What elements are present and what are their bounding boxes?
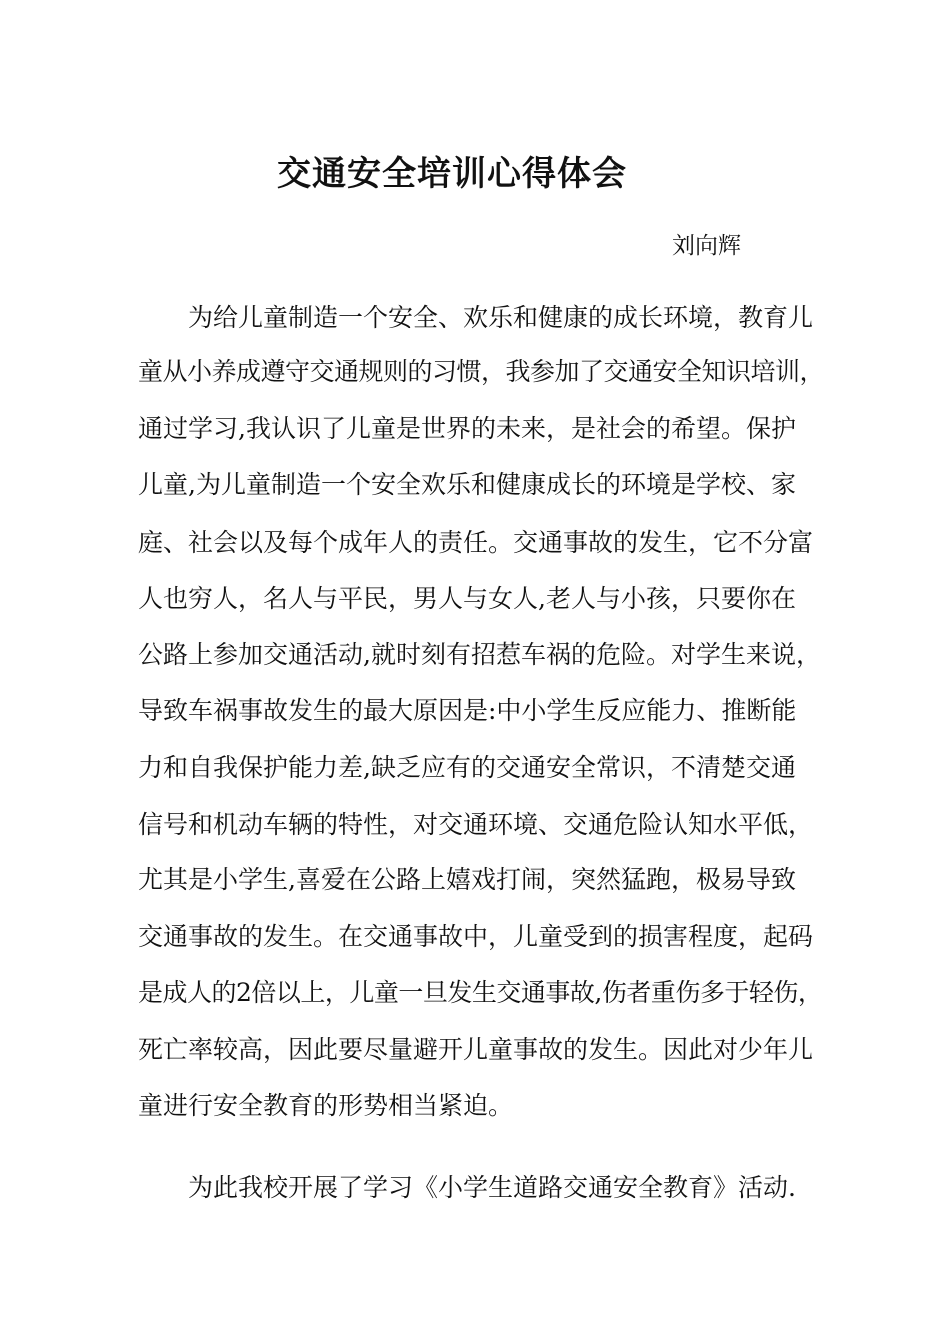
body-line: 庭、社会以及每个成年人的责任。交通事故的发生，它不分富 xyxy=(138,528,814,557)
body-line: 人也穷人，名人与平民，男人与女人,老人与小孩，只要你在 xyxy=(138,584,796,613)
body-line: 力和自我保护能力差,缺乏应有的交通安全常识，不清楚交通 xyxy=(138,753,796,782)
body-line: 童从小养成遵守交通规则的习惯，我参加了交通安全知识培训， xyxy=(138,357,825,386)
document-title: 交通安全培训心得体会 xyxy=(277,154,627,194)
body-line: 死亡率较高，因此要尽量避开儿童事故的发生。因此对少年儿 xyxy=(138,1035,814,1064)
body-line: 交通事故的发生。在交通事故中，儿童受到的损害程度，起码 xyxy=(138,922,814,951)
body-line: 通过学习,我认识了儿童是世界的未来，是社会的希望。保护 xyxy=(138,414,796,443)
body-line: 公路上参加交通活动,就时刻有招惹车祸的危险。对学生来说， xyxy=(138,640,821,669)
author-name: 刘向辉 xyxy=(672,233,741,259)
body-line: 尤其是小学生,喜爱在公路上嬉戏打闹，突然猛跑，极易导致 xyxy=(138,865,796,894)
body-line: 是成人的2倍以上，儿童一旦发生交通事故,伤者重伤多于轻伤， xyxy=(138,978,823,1007)
body-line: 为此我校开展了学习《小学生道路交通安全教育》活动. xyxy=(188,1173,796,1202)
body-line: 导致车祸事故发生的最大原因是:中小学生反应能力、推断能 xyxy=(138,696,797,725)
body-line: 儿童,为儿童制造一个安全欢乐和健康成长的环境是学校、家 xyxy=(138,470,796,499)
body-line: 童进行安全教育的形势相当紧迫。 xyxy=(138,1091,514,1120)
body-line: 信号和机动车辆的特性，对交通环境、交通危险认知水平低， xyxy=(138,810,814,839)
body-line: 为给儿童制造一个安全、欢乐和健康的成长环境，教育儿 xyxy=(188,303,814,332)
